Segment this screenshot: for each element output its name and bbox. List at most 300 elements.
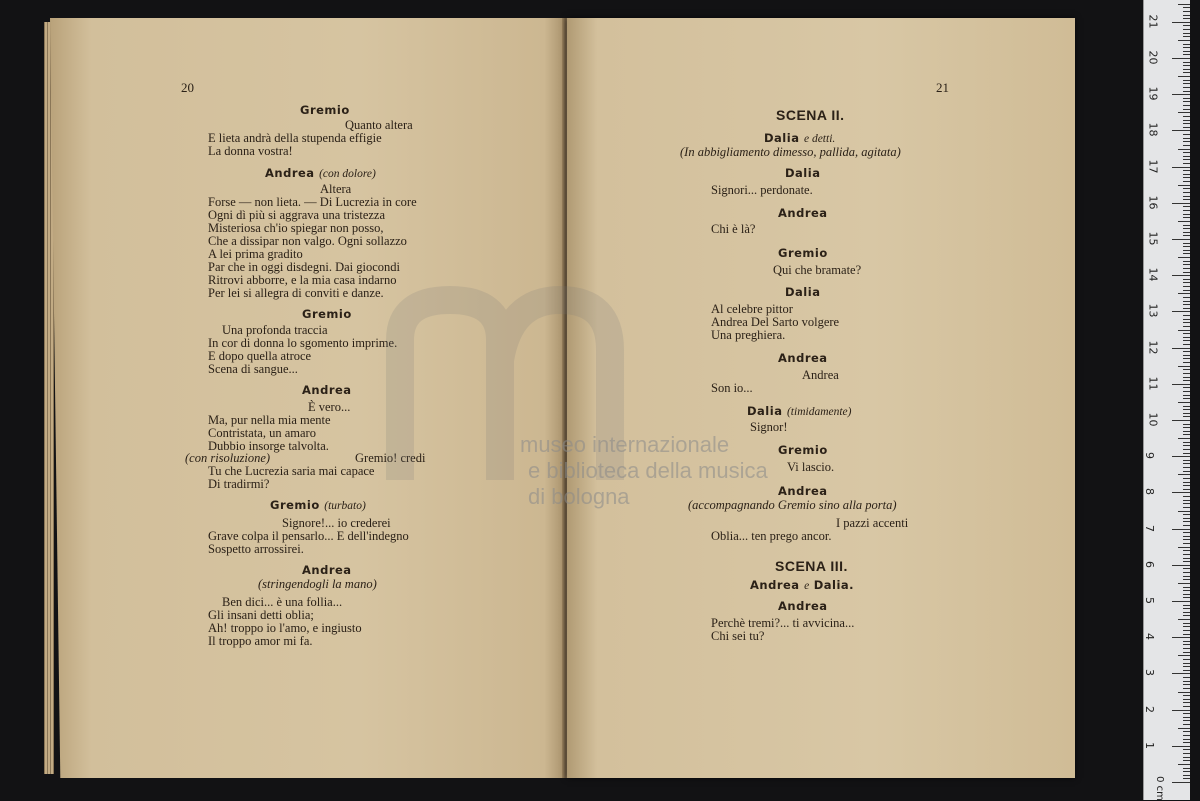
ruler-tick (1183, 362, 1190, 363)
ruler-number: 6 (1143, 560, 1156, 568)
ruler-tick (1183, 337, 1190, 338)
ruler-number: 3 (1143, 669, 1156, 677)
ruler-unit: 0 cm (1153, 776, 1165, 801)
ruler-number: 18 (1146, 122, 1160, 137)
left-verse-line: (stringendogli la mano) (258, 577, 377, 591)
watermark-line-2: e biblioteca della musica (528, 458, 768, 483)
stage-direction: (timidamente) (786, 406, 852, 418)
ruler-tick (1183, 377, 1190, 378)
left-verse-line: Forse — non lieta. — Di Lucrezia in core (208, 195, 417, 209)
ruler-tick (1178, 474, 1190, 475)
ruler-tick (1183, 594, 1190, 595)
ruler-tick (1183, 83, 1190, 84)
ruler-tick (1183, 196, 1190, 197)
ruler-tick (1183, 217, 1190, 218)
left-verse-line: Per lei si allegra di conviti e danze. (208, 286, 384, 300)
ruler-tick (1183, 109, 1190, 110)
right-speaker-name (750, 578, 854, 592)
ruler-tick (1183, 51, 1190, 52)
ruler-tick (1172, 565, 1190, 566)
ruler-tick (1183, 521, 1190, 522)
right-speaker-name (785, 166, 820, 180)
ruler-tick (1183, 409, 1190, 410)
speaker-label: Andrea (778, 351, 828, 365)
ruler-tick (1183, 576, 1190, 577)
right-verse-line: Andrea (802, 368, 839, 382)
ruler-tick (1172, 348, 1190, 349)
right-verse-line: I pazzi accenti (836, 516, 909, 530)
right-verse-line: Chi è là? (711, 222, 756, 236)
ruler-tick (1183, 550, 1190, 551)
ruler-tick (1183, 138, 1190, 139)
ruler-tick (1183, 62, 1190, 63)
right-speaker-name (778, 599, 828, 613)
ruler-tick (1183, 503, 1190, 504)
ruler-tick (1183, 453, 1190, 454)
ruler-tick (1183, 279, 1190, 280)
speaker-label: Andrea (302, 383, 352, 397)
ruler-tick (1183, 206, 1190, 207)
ruler-tick (1172, 275, 1190, 276)
ruler-tick (1183, 775, 1190, 776)
left-verse-line: (con risoluzione) (185, 451, 271, 465)
right-speaker-name (785, 285, 820, 299)
measurement-ruler (1143, 0, 1190, 800)
ruler-tick (1183, 771, 1190, 772)
ruler-tick (1183, 416, 1190, 417)
ruler-tick (1172, 420, 1190, 421)
ruler-tick (1183, 120, 1190, 121)
speaker-label: Gremio (778, 443, 828, 457)
ruler-tick (1183, 626, 1190, 627)
ruler-tick (1183, 445, 1190, 446)
ruler-tick (1183, 681, 1190, 682)
right-speaker-name (778, 206, 828, 220)
ruler-tick (1183, 105, 1190, 106)
ruler-tick (1178, 619, 1190, 620)
ruler-tick (1178, 257, 1190, 258)
ruler-tick (1183, 355, 1190, 356)
left-verse-line: Ah! troppo io l'amo, e ingiusto (208, 621, 362, 635)
ruler-tick (1183, 724, 1190, 725)
ruler-tick (1183, 98, 1190, 99)
speaker-label: Dalia (785, 285, 821, 299)
ruler-tick (1172, 384, 1190, 385)
ruler-tick (1183, 199, 1190, 200)
ruler-tick (1183, 69, 1190, 70)
ruler-tick (1183, 214, 1190, 215)
ruler-tick (1183, 65, 1190, 66)
ruler-tick (1183, 25, 1190, 26)
left-verse-line: Una profonda traccia (222, 323, 328, 337)
left-verse-line: Ritrovi abborre, e la mia casa indarno (208, 273, 397, 287)
ruler-tick (1183, 72, 1190, 73)
ruler-tick (1178, 293, 1190, 294)
ruler-number: 21 (1146, 14, 1160, 29)
ruler-tick (1183, 536, 1190, 537)
ruler-tick (1183, 778, 1190, 779)
ruler-tick (1178, 40, 1190, 41)
left-speaker-name (302, 307, 352, 321)
stage-direction: (con dolore) (319, 168, 376, 180)
ruler-tick (1183, 358, 1190, 359)
ruler-tick (1183, 605, 1190, 606)
ruler-tick (1183, 768, 1190, 769)
right-verse-line: Andrea Del Sarto volgere (711, 315, 840, 329)
ruler-tick (1183, 101, 1190, 102)
ruler-tick (1183, 713, 1190, 714)
ruler-tick (1183, 641, 1190, 642)
left-verse-line: Dubbio insorge talvolta. (208, 439, 329, 453)
ruler-tick (1183, 753, 1190, 754)
ruler-tick (1183, 666, 1190, 667)
ruler-tick (1172, 673, 1190, 674)
ruler-tick (1183, 695, 1190, 696)
ruler-tick (1183, 442, 1190, 443)
ruler-tick (1178, 366, 1190, 367)
ruler-tick (1183, 579, 1190, 580)
right-verse-line: Son io... (711, 381, 753, 395)
right-verse-line: Qui che bramate? (773, 263, 862, 277)
left-verse-line: Ben dici... è una follia... (222, 595, 343, 609)
ruler-tick (1178, 402, 1190, 403)
ruler-tick (1178, 76, 1190, 77)
ruler-tick (1183, 431, 1190, 432)
ruler-number: 4 (1143, 633, 1156, 641)
ruler-tick (1183, 15, 1190, 16)
ruler-tick (1172, 58, 1190, 59)
ruler-tick (1183, 315, 1190, 316)
ruler-tick (1183, 677, 1190, 678)
ruler-tick (1183, 246, 1190, 247)
ruler-tick (1183, 91, 1190, 92)
ruler-tick (1183, 427, 1190, 428)
ruler-tick (1183, 525, 1190, 526)
ruler-tick (1183, 496, 1190, 497)
left-verse-line: Grave colpa il pensarlo... E dell'indegno (208, 529, 409, 543)
ruler-tick (1183, 282, 1190, 283)
ruler-tick (1183, 702, 1190, 703)
ruler-tick (1183, 272, 1190, 273)
ruler-tick (1183, 572, 1190, 573)
ruler-tick (1172, 529, 1190, 530)
ruler-tick (1172, 311, 1190, 312)
ruler-tick (1183, 152, 1190, 153)
ruler-tick (1172, 203, 1190, 204)
ruler-tick (1178, 692, 1190, 693)
ruler-tick (1183, 33, 1190, 34)
ruler-tick (1183, 742, 1190, 743)
stage-direction: (turbato) (324, 500, 366, 512)
left-speaker-name (300, 103, 350, 117)
ruler-tick (1183, 561, 1190, 562)
ruler-tick (1183, 380, 1190, 381)
left-verse-line: In cor di donna lo sgomento imprime. (208, 336, 398, 350)
speaker-label: Andrea (778, 206, 828, 220)
left-verse-line: E lieta andrà della stupenda effigie (208, 131, 382, 145)
ruler-tick (1183, 188, 1190, 189)
ruler-number: 16 (1146, 195, 1160, 210)
ruler-tick (1183, 539, 1190, 540)
left-verse-line: Ma, pur nella mia mente (208, 413, 331, 427)
ruler-tick (1183, 735, 1190, 736)
ruler-number: 7 (1143, 524, 1156, 532)
ruler-tick (1183, 471, 1190, 472)
ruler-tick (1183, 253, 1190, 254)
ruler-tick (1183, 116, 1190, 117)
right-verse-line: Signor! (750, 420, 788, 434)
ruler-tick (1183, 36, 1190, 37)
ruler-tick (1183, 268, 1190, 269)
stage-direction: e detti. (803, 133, 836, 145)
ruler-tick (1183, 634, 1190, 635)
ruler-tick (1183, 500, 1190, 501)
ruler-tick (1183, 181, 1190, 182)
ruler-tick (1183, 297, 1190, 298)
left-speaker-name (302, 563, 352, 577)
ruler-tick (1183, 264, 1190, 265)
ruler-tick (1183, 369, 1190, 370)
ruler-tick (1183, 706, 1190, 707)
ruler-tick (1183, 163, 1190, 164)
left-speaker-name (265, 166, 376, 180)
ruler-number: 8 (1143, 488, 1156, 496)
ruler-tick (1183, 615, 1190, 616)
ruler-tick (1183, 228, 1190, 229)
ruler-tick (1183, 145, 1190, 146)
right-verse-line: (accompagnando Gremio sino alla porta) (688, 498, 897, 512)
ruler-tick (1183, 467, 1190, 468)
ruler-tick (1178, 511, 1190, 512)
right-scene-heading: SCENA II. (776, 107, 845, 123)
ruler-tick (1183, 449, 1190, 450)
left-speaker-name (270, 498, 366, 512)
ruler-tick (1178, 112, 1190, 113)
ruler-tick (1183, 507, 1190, 508)
ruler-tick (1183, 406, 1190, 407)
ruler-tick (1183, 29, 1190, 30)
ruler-tick (1183, 174, 1190, 175)
left-verse-line: La donna vostra! (208, 144, 293, 158)
ruler-tick (1183, 482, 1190, 483)
watermark-line-1: museo internazionale (520, 432, 730, 457)
ruler-tick (1183, 319, 1190, 320)
ruler-tick (1183, 463, 1190, 464)
ruler-tick (1183, 308, 1190, 309)
ruler-tick (1183, 235, 1190, 236)
ruler-tick (1183, 518, 1190, 519)
speaker-label: Gremio (270, 498, 320, 512)
ruler-tick (1172, 637, 1190, 638)
ruler-tick (1183, 391, 1190, 392)
ruler-tick (1183, 659, 1190, 660)
ruler-tick (1183, 304, 1190, 305)
ruler-tick (1183, 387, 1190, 388)
left-verse-line: Scena di sangue... (208, 362, 298, 376)
ruler-tick (1183, 326, 1190, 327)
ruler-tick (1183, 652, 1190, 653)
right-speaker-name (778, 246, 828, 260)
ruler-tick (1183, 351, 1190, 352)
left-verse-line: Misteriosa ch'io spiegar non posso, (208, 221, 384, 235)
right-speaker-name (778, 484, 828, 498)
ruler-tick (1183, 688, 1190, 689)
ruler-tick (1183, 333, 1190, 334)
ruler-tick (1183, 141, 1190, 142)
right-verse-line: (In abbigliamento dimesso, pallida, agitata) (680, 145, 901, 159)
ruler-tick (1178, 330, 1190, 331)
left-verse-line: Quanto altera (345, 118, 413, 132)
left-verse-line: Di tradirmi? (208, 477, 270, 491)
ruler-tick (1183, 757, 1190, 758)
ruler-number: 13 (1146, 303, 1160, 318)
ruler-tick (1183, 373, 1190, 374)
speaker-label: Dalia (747, 404, 783, 418)
speaker-label: Andrea (778, 599, 828, 613)
ruler-tick (1183, 670, 1190, 671)
left-verse-line: A lei prima gradito (208, 247, 303, 261)
ruler-tick (1183, 44, 1190, 45)
left-verse-line: Altera (320, 182, 352, 196)
ruler-tick (1172, 456, 1190, 457)
left-verse-line: E dopo quella atroce (208, 349, 312, 363)
ruler-tick (1183, 558, 1190, 559)
ruler-tick (1183, 261, 1190, 262)
ruler-tick (1178, 728, 1190, 729)
speaker-label: Dalia (785, 166, 821, 180)
right-speaker-name (764, 131, 835, 145)
speaker-label: Andrea (302, 563, 352, 577)
ruler-number: 20 (1146, 50, 1160, 65)
ruler-tick (1183, 648, 1190, 649)
ruler-tick (1183, 210, 1190, 211)
left-verse-line: Signore!... io crederei (282, 516, 391, 530)
ruler-tick (1183, 717, 1190, 718)
ruler-tick (1183, 543, 1190, 544)
ruler-tick (1178, 583, 1190, 584)
ruler-tick (1183, 699, 1190, 700)
right-verse-line: Al celebre pittor (711, 302, 793, 316)
speaker-label: Andrea (750, 578, 800, 592)
right-page-number: 21 (936, 80, 949, 95)
ruler-tick (1183, 192, 1190, 193)
ruler-number: 15 (1146, 231, 1160, 246)
ruler-tick (1183, 720, 1190, 721)
left-verse-line: Gli insani detti oblia; (208, 608, 314, 622)
ruler-tick (1172, 492, 1190, 493)
ruler-tick (1183, 587, 1190, 588)
left-page-number: 20 (181, 80, 194, 95)
ruler-number: 10 (1146, 412, 1160, 427)
right-verse-line: Vi lascio. (787, 460, 835, 474)
ruler-tick (1178, 547, 1190, 548)
ruler-tick (1183, 127, 1190, 128)
left-verse-line: Contristata, un amaro (208, 426, 316, 440)
ruler-tick (1183, 322, 1190, 323)
right-verse-line: Oblia... ten prego ancor. (711, 529, 832, 543)
left-speaker-name (302, 383, 352, 397)
right-speaker-name (747, 404, 851, 418)
ruler-tick (1183, 413, 1190, 414)
right-verse-line: Signori... perdonate. (711, 183, 813, 197)
left-verse-line: Tu che Lucrezia saria mai capace (208, 464, 375, 478)
ruler-tick (1183, 597, 1190, 598)
ruler-number: 5 (1143, 597, 1156, 604)
ruler-tick (1183, 123, 1190, 124)
ruler-tick (1183, 290, 1190, 291)
ruler-tick (1183, 47, 1190, 48)
ruler-tick (1183, 232, 1190, 233)
ruler-tick (1183, 177, 1190, 178)
ruler-tick (1178, 185, 1190, 186)
right-speaker-name (778, 443, 828, 457)
ruler-tick (1183, 80, 1190, 81)
ruler-tick (1183, 568, 1190, 569)
ruler-tick (1183, 395, 1190, 396)
ruler-tick (1183, 301, 1190, 302)
speaker-label: Andrea (778, 484, 828, 498)
ruler-tick (1183, 760, 1190, 761)
ruler-tick (1183, 243, 1190, 244)
ruler-tick (1183, 644, 1190, 645)
left-verse-line: È vero... (308, 400, 351, 414)
ruler-number: 11 (1146, 376, 1160, 391)
ruler-tick (1178, 655, 1190, 656)
ruler-tick (1183, 460, 1190, 461)
ruler-tick (1183, 156, 1190, 157)
ruler-tick (1183, 87, 1190, 88)
left-verse-line: Par che in oggi disdegni. Dai giocondi (208, 260, 400, 274)
right-verse-line: Perchè tremi?... ti avvicina... (711, 616, 855, 630)
ruler-tick (1172, 94, 1190, 95)
right-verse-line: Chi sei tu? (711, 629, 765, 643)
ruler-tick (1183, 554, 1190, 555)
ruler-tick (1183, 340, 1190, 341)
speaker-label: Andrea (265, 166, 315, 180)
ruler-tick (1172, 710, 1190, 711)
ruler-tick (1183, 749, 1190, 750)
left-verse-line: Che a dissipar non valgo. Ogni sollazzo (208, 234, 407, 248)
ruler-tick (1183, 434, 1190, 435)
left-verse-line: Il troppo amor mi fa. (208, 634, 313, 648)
ruler-tick (1183, 663, 1190, 664)
ruler-tick (1178, 438, 1190, 439)
ruler-tick (1183, 514, 1190, 515)
right-verse-line: Una preghiera. (711, 328, 786, 342)
ruler-tick (1183, 489, 1190, 490)
ruler-tick (1172, 167, 1190, 168)
ruler-tick (1183, 485, 1190, 486)
left-verse-line: Sospetto arrossirei. (208, 542, 304, 556)
ruler-tick (1183, 532, 1190, 533)
ruler-tick (1172, 22, 1190, 23)
right-scene-heading: SCENA III. (775, 558, 848, 574)
ruler-tick (1183, 608, 1190, 609)
ruler-tick (1183, 225, 1190, 226)
ruler-number: 9 (1143, 452, 1156, 460)
ruler-tick (1183, 7, 1190, 8)
watermark-line-3: di bologna (528, 484, 630, 509)
ruler-tick (1178, 149, 1190, 150)
ruler-tick (1183, 398, 1190, 399)
left-verse-line: Ogni dì più si aggrava una tristezza (208, 208, 386, 222)
ruler-number: 12 (1146, 340, 1160, 355)
ruler-tick (1183, 590, 1190, 591)
ruler-tick (1183, 424, 1190, 425)
ruler-tick (1183, 134, 1190, 135)
ruler-tick (1178, 764, 1190, 765)
ruler-tick (1183, 684, 1190, 685)
